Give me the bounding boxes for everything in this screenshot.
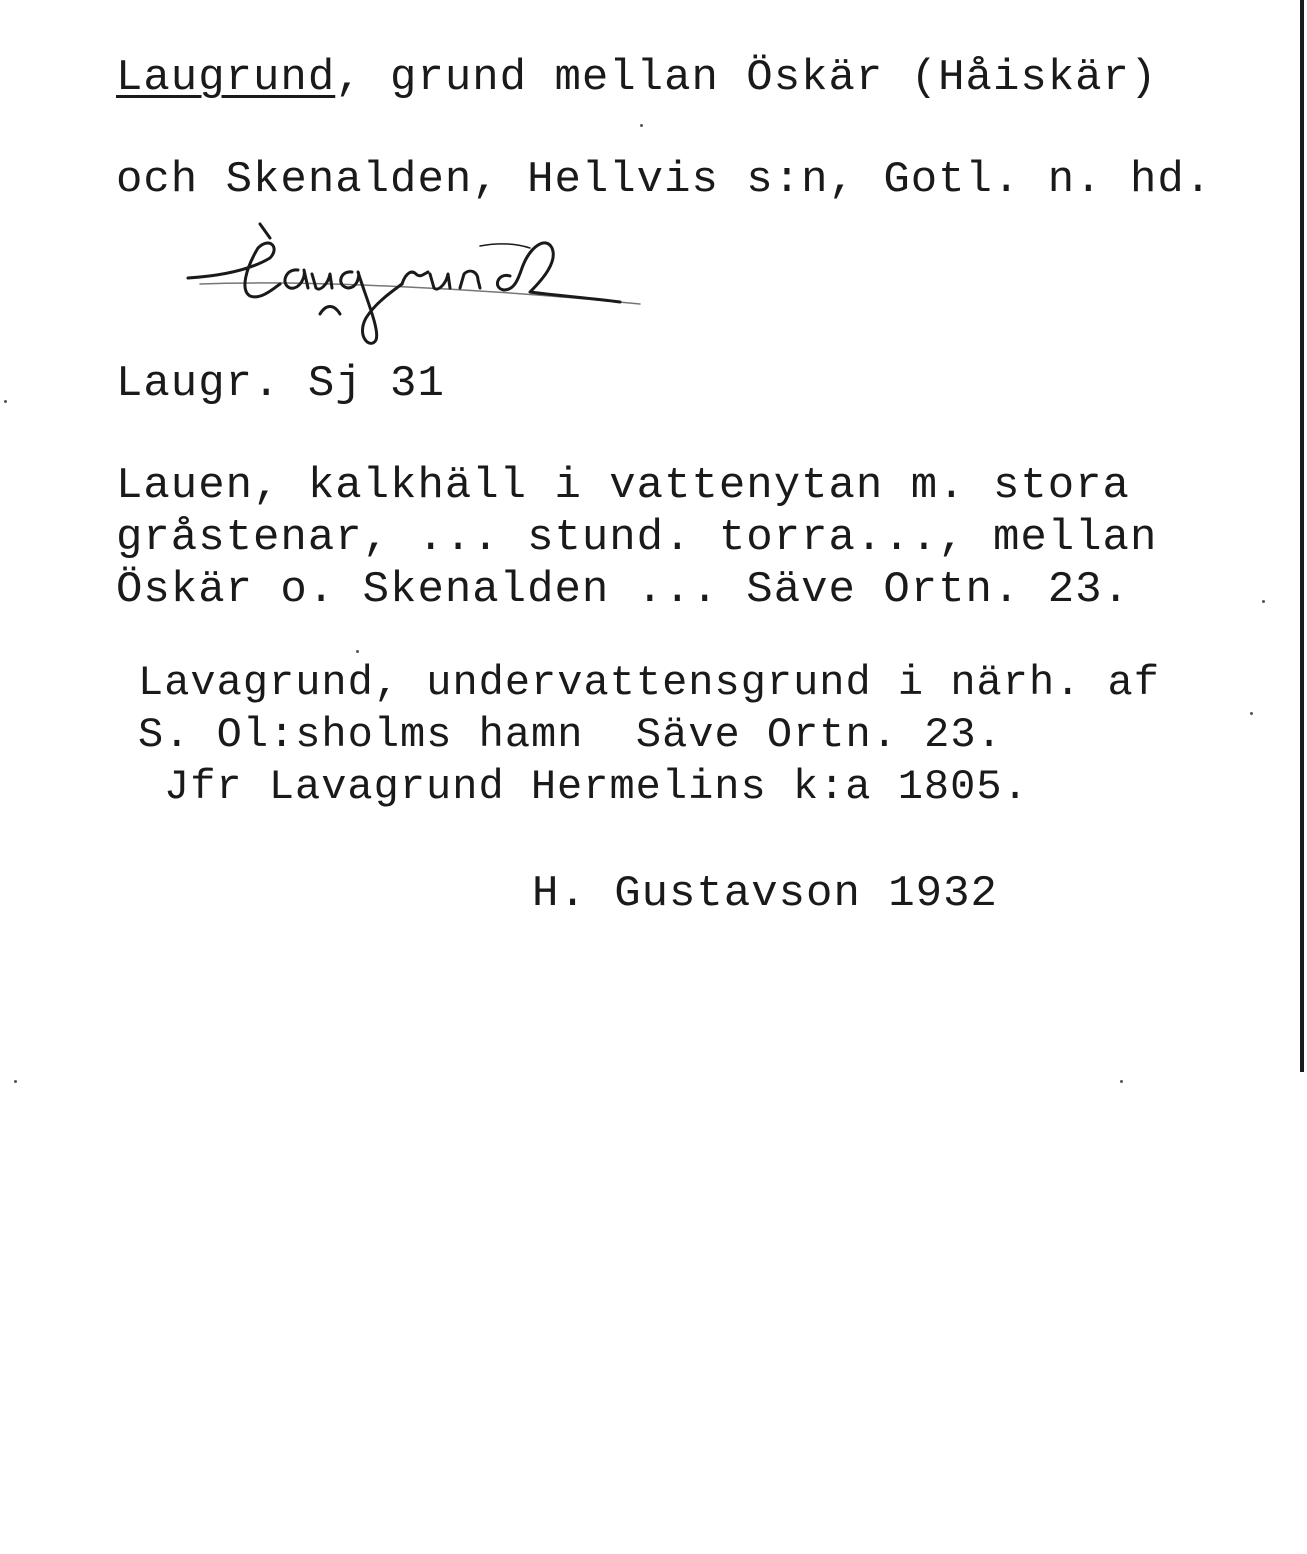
- entry-3-line-3: Öskär o. Skenalden ... Säve Ortn. 23.: [116, 565, 1130, 615]
- scan-speck: [4, 400, 7, 403]
- entry-4-line-3: Jfr Lavagrund Hermelins k:a 1805.: [164, 763, 1029, 811]
- scan-speck: [1262, 600, 1265, 603]
- scan-speck: [640, 124, 643, 127]
- entry-3-line-2: gråstenar, ... stund. torra..., mellan: [116, 513, 1158, 563]
- entry-1-line-1: [116, 53, 1158, 103]
- entry-1-headword: Laugrund: [116, 53, 336, 103]
- scan-speck: [1120, 1080, 1123, 1083]
- entry-1-line-2: och Skenalden, Hellvis s:n, Gotl. n. hd.: [116, 155, 1213, 205]
- scan-speck: [356, 650, 359, 653]
- entry-3-line-1: Lauen, kalkhäll i vattenytan m. stora: [116, 461, 1130, 511]
- entry-1-line-1-rest: , grund mellan Öskär (Håiskär): [335, 53, 1158, 103]
- scan-speck: [1250, 712, 1253, 715]
- signature: H. Gustavson 1932: [532, 869, 998, 919]
- handwriting-svg: [180, 218, 660, 358]
- handwritten-headword: [180, 218, 660, 358]
- entry-4-line-2: S. Ol:sholms hamn Säve Ortn. 23.: [138, 711, 1003, 759]
- scan-speck: [14, 1080, 17, 1083]
- card-edge: [1300, 0, 1304, 1072]
- entry-4-line-1: Lavagrund, undervattensgrund i närh. af: [138, 659, 1160, 707]
- entry-2-line: Laugr. Sj 31: [116, 359, 445, 409]
